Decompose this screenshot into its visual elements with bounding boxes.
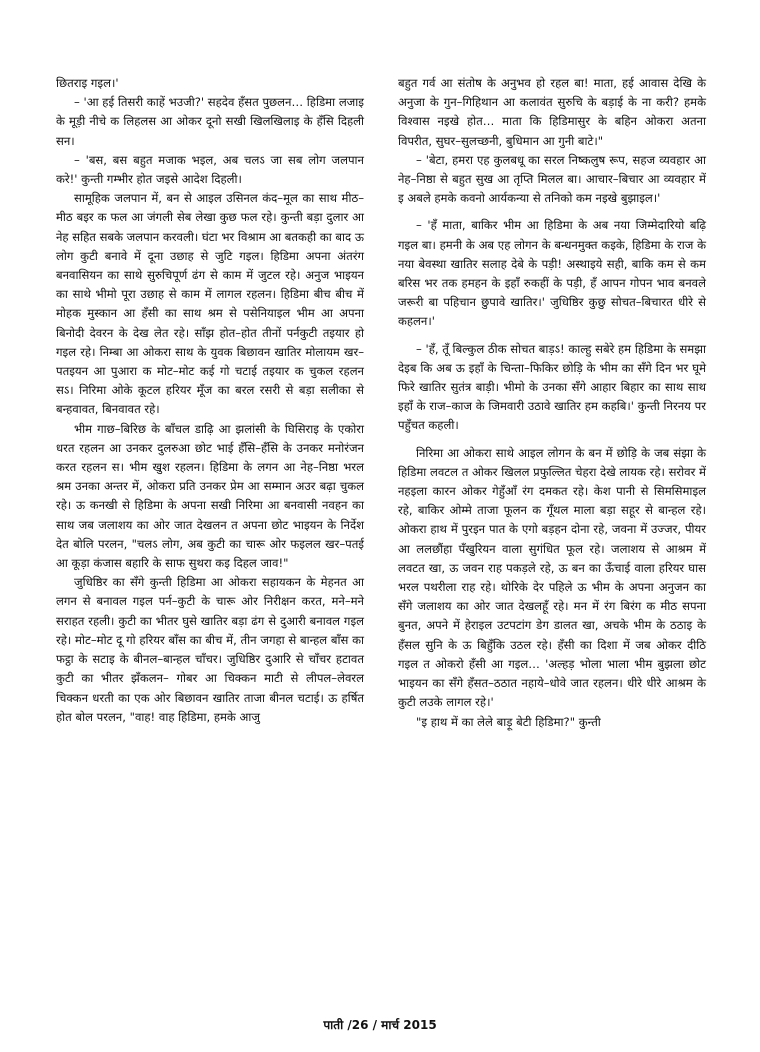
paragraph: सामूहिक जलपान में, बन से आइल उसिनल कंद–मूल का साथ मीठ–मीठ बइर क फल आ जंगली सेब लेखा कुछ फल रहे। कुन्ती बड़ा दुलार आ नेह सहित सबके जलपान करवली। घंटा भर विश्राम आ बतकही का बाद ऊ लोग कुटी बनावे में दूना उछाह से जुटि गइल। हिडिमा अपना अंतरंग बनवासियन का साथे सुरुचिपूर्ण ढंग से काम में जुटल रहे। अनुज भाइयन का साथे भीमो पूरा उछाह से काम में लागल रहलन। हिडिमा बीच बीच में मोहक मुस्कान आ हँसी का साथ श्रम से पसेनियाइल भीम आ अपना बिनोदी देवरन के देख लेत रहे। साँझ होत–होत तीनों पर्नकुटी तइयार हो गइल रहे। निम्बा आ ओकरा साथ के युवक बिछावन खातिर मोलायम खर–पतइयन आ पुआरा क मोट–मोट कई गो चटाई तइयार क चुकल रहलन सऽ। निरिमा ओके कूटल हरियर मूँज का बरल रसरी से बड़ा सलीका से बन्हवावत, बिनवावत रहे। bbox=[56, 191, 364, 417]
paragraph: – 'बेटा, हमरा एह कुलबधू का सरल निष्कलुष रूप, सहज व्यवहार आ नेह–निष्ठा से बहुत सुख आ तृप्ति मिलल बा। आचार–बिचार आ व्यवहार में इ अबले हमके कवनो आर्यकन्या से तनिको कम नइखे बुझाइल।' bbox=[398, 152, 706, 206]
paragraph: भीम गाछ–बिरिछ के बाँचल डाढ़ि आ झलांसी के घिसिराइ के एकोरा धरत रहलन आ उनकर दुलरुआ छोट भाई हँसि–हँसि के उनकर मनोरंजन करत रहलन स। भीम खुश रहलन। हिडिमा के लगन आ नेह–निष्ठा भरल श्रम उनका अन्तर में, ओकरा प्रति उनकर प्रेम आ सम्मान अउर बढ़ा चुकल रहे। ऊ कनखी से हिडिमा के अपना सखी निरिमा आ बनवासी नवहन का साथ जब जलाशय का ओर जात देखलन त अपना छोट भाइयन के निर्देश देत बोलि परलन, "चलऽ लोग, अब कुटी का चारू ओर फइलल खर–पतई आ कूड़ा कंजास बहारि के साफ सुथरा कइ दिहल जाव!" bbox=[56, 421, 364, 571]
paragraph: – 'बस, बस बहुत मजाक भइल, अब चलऽ जा सब लोग जलपान करे!' कुन्ती गम्भीर होत जइसे आदेश दिहली। bbox=[56, 152, 364, 187]
right-column bbox=[398, 74, 706, 732]
paragraph: जुधिष्ठिर का सँगे कुन्ती हिडिमा आ ओकरा सहायकन के मेहनत आ लगन से बनावल गइल पर्न–कुटी के चारू ओर निरीक्षन करत, मने–मने सराहत रहली। कुटी का भीतर घुसे खातिर बड़ा ढंग से दुआरी बनावल गइल रहे। मोट–मोट दू गो हरियर बाँस का बीच में, तीन जगहा से बान्हल बाँस का फट्ठा के सटाइ के बीनल–बान्हल चाँचर। जुधिष्ठिर दुआरि से चाँचर हटावत कुटी का भीतर झँकलन– गोबर आ चिक्कन माटी से लीपल–लेवरल चिक्कन धरती का एक ओर बिछावन खातिर ताजा बीनल चटाई। ऊ हर्षित होत बोल परलन, "वाह! वाह हिडिमा, हमके आजु bbox=[56, 575, 364, 724]
page-footer: पाती /26 / मार्च 2015 bbox=[323, 1018, 437, 1032]
paragraph: बहुत गर्व आ संतोष के अनुभव हो रहल बा! माता, हई आवास देखि के अनुजा के गुन–गिहिथान आ कलावंत सुरुचि के बड़ाई के ना करी? हमके विश्वास नइखे होत… माता कि हिडिमासुर के बहिन ओकरा अतना विपरीत, सुघर–सुलच्छनी, बुधिमान आ गुनी बाटे।" bbox=[398, 76, 706, 148]
paragraph: – 'हँ, तूँ बिल्कुल ठीक सोचत बाड़ऽ! काल्हु सबेरे हम हिडिमा के समझा देइब कि अब ऊ इहाँ के चिन्ता–फिकिर छोड़ि के भीम का सँगे दिन भर घूमे फिरे खातिर सुतंत्र बाड़ी। भीमो के उनका सँगे आहार बिहार का साथ साथ इहाँ के राज–काज के जिमवारी उठावे खातिर हम कहबि।' कुन्ती निरनय पर पहुँचत कहली। bbox=[398, 341, 706, 433]
paragraph: – 'आ हई तिसरी काहें भउजी?' सहदेव हँसत पुछलन… हिडिमा लजाइ के मूड़ी नीचे क लिहलस आ ओकर दूनो सखी खिलखिलाइ के हँसि दिहली सन। bbox=[56, 95, 364, 148]
paragraph: छितराइ गइल।' bbox=[56, 76, 119, 90]
paragraph: – 'हँ माता, बाकिर भीम आ हिडिमा के अब नया जिम्मेदारियो बढ़ि गइल बा। हमनी के अब एह लोगन के बन्धनमुक्त कइके, हिडिमा के राज के नया बेवस्था खातिर सलाह देबे के पड़ी! अस्थाइये सही, बाकि कम से कम बरिस भर तक हमहन के इहाँ रुकहीं के पड़ी, हँ आपन गोपन भाव बनवले जरूरी बा पहिचान छुपावे खातिर।' जुधिष्ठिर कुछु सोचत–बिचारत धीरे से कहलन।' bbox=[398, 218, 706, 329]
paragraph: निरिमा आ ओकरा साथे आइल लोगन के बन में छोड़ि के जब संझा के हिडिमा लवटल त ओकर खिलल प्रफुल्लित चेहरा देखे लायक रहे। सरोवर में नहइला कारन ओकर गेहुँआँ रंग दमकत रहे। केश पानी से सिमसिमाइल रहे, बाकिर ओम्मे ताजा फूलन क गूँथल माला बड़ा सहूर से बान्हल रहे। ओकरा हाथ में पुरइन पात के एगो बड़हन दोना रहे, जवना में उज्जर, पीयर आ ललछौंहा पँखुरियन वाला सुगंधित फूल रहे। जलाशय से आश्रम में लवटत खा, ऊ जवन राह पकड़ले रहे, ऊ बन का ऊँचाई वाला हरियर घास भरल पथरीला राह रहे। थोरिके देर पहिले ऊ भीम के अपना अनुजन का सँगे जलाशय का ओर जात देखलहूँ रहे। मन में रंग बिरंग क मीठ सपना बुनत, अपने में हेराइल उटपटांग डेग डालत खा, अचके भीम के ठठाइ के हँसल सुनि के ऊ बिहुँकि उठल रहे। हँसी का दिशा में जब ओकर दीठि गइल त ओकरो हँसी आ गइल… 'अल्हड़ भोला भाला भीम बुझला छोट भाइयन का सँगे हँसत–ठठात नहाये–धोवे जात रहलन। धीरे धीरे आश्रम के कुटी लउके लागल रहे।' bbox=[398, 445, 706, 710]
paragraph: "इ हाथ में का लेले बाड़ू बेटी हिडिमा?" कुन्ती bbox=[416, 714, 601, 729]
left-column bbox=[56, 74, 364, 727]
